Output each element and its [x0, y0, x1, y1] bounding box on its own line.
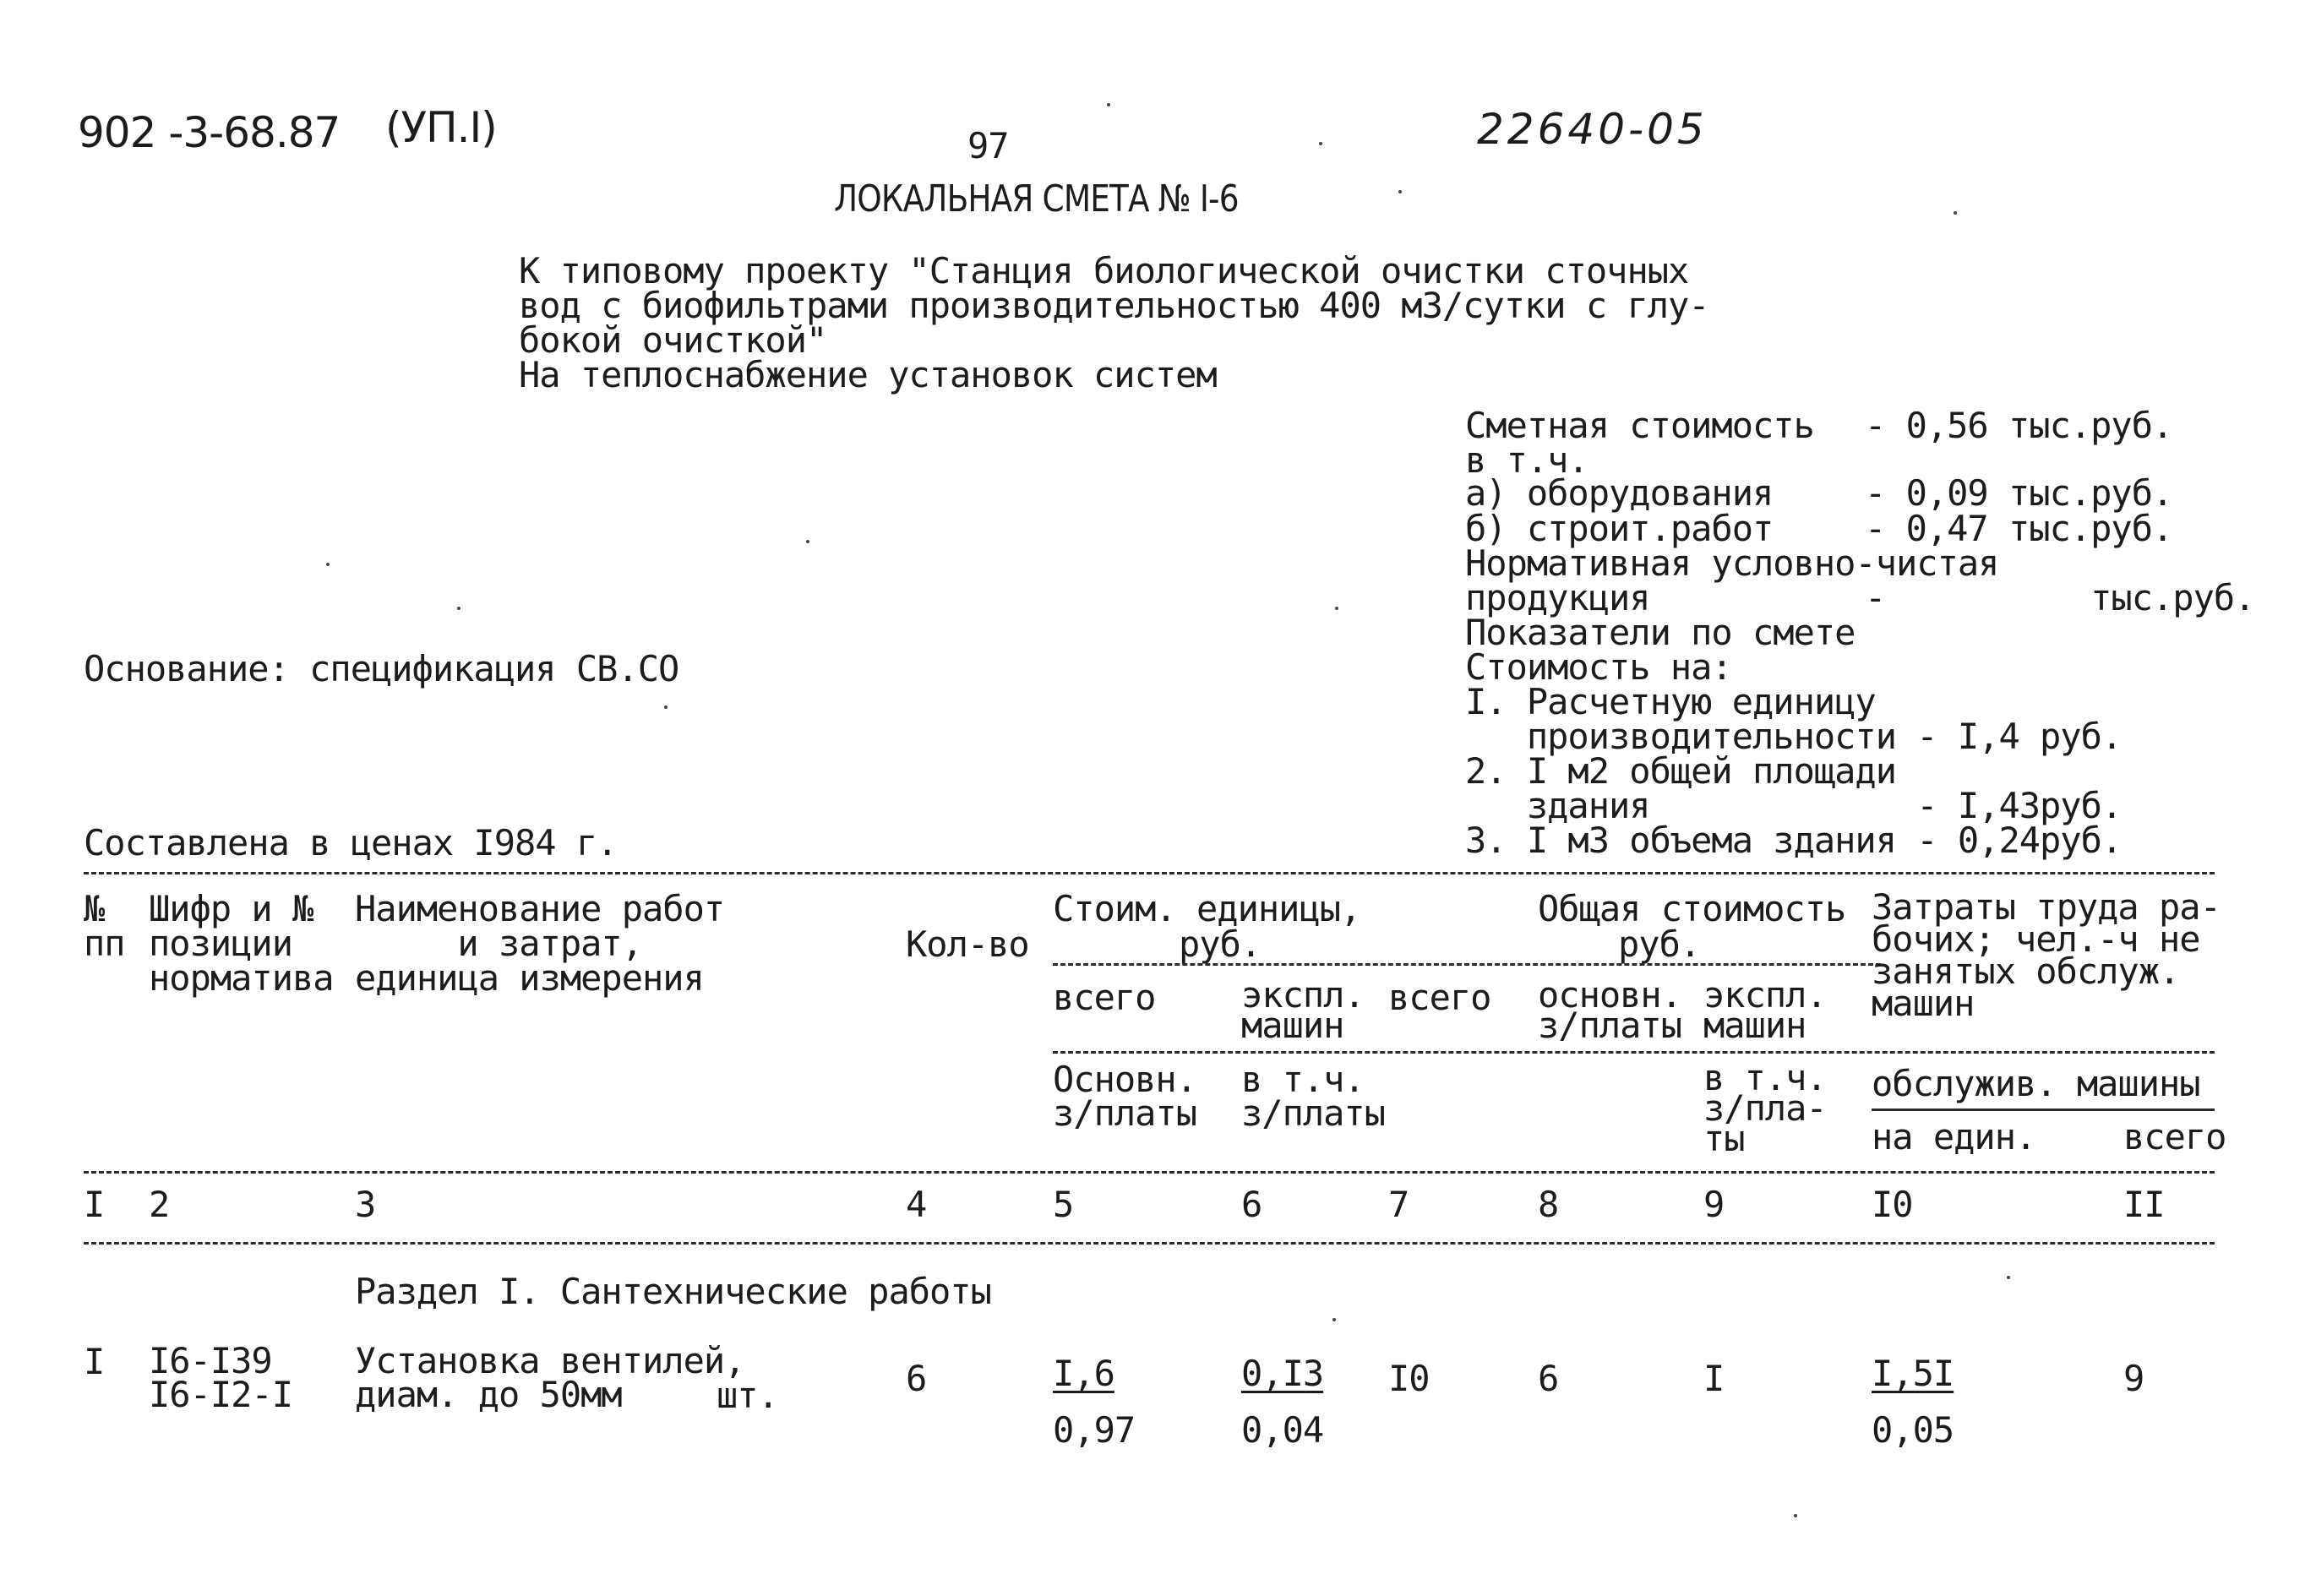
indicators-heading: Показатели по смете	[1465, 612, 1856, 653]
row-1-number: I	[84, 1341, 105, 1382]
header-labor: Затраты труда ра- бочих; чел.-ч не занятых обслуж. машин	[1872, 886, 2221, 1024]
scan-speck	[1107, 103, 1110, 106]
column-number-2: 2	[149, 1184, 170, 1225]
column-number-10: I0	[1872, 1184, 1913, 1225]
row-1-unit-cost-machines: 0,I3	[1241, 1353, 1324, 1394]
column-number-1: I	[84, 1184, 105, 1225]
row-1-total-machines: I	[1703, 1358, 1725, 1399]
header-total-cost-rub: руб.	[1618, 923, 1701, 965]
indicator-2-line-2: здания - I,43руб.	[1465, 785, 2123, 826]
header-col7-total: всего	[1388, 977, 1491, 1018]
scan-speck	[1398, 190, 1402, 193]
section-heading: Раздел I. Сантехнические работы	[355, 1271, 991, 1312]
row-1-labor-per-unit: I,5I	[1872, 1353, 1954, 1394]
header-mid-rule	[1053, 1051, 2215, 1054]
equipment-cost-value: - 0,09 тыс.руб.	[1865, 472, 2173, 514]
including-label: в т.ч.	[1465, 439, 1589, 481]
header-col9-machines: экспл. машин	[1703, 974, 1827, 1046]
basis-text: Основание: спецификация СВ.СО	[84, 648, 679, 689]
column-number-9: 9	[1703, 1184, 1725, 1225]
scan-speck	[2007, 1276, 2010, 1279]
header-col6-wages: в т.ч. з/платы	[1241, 1059, 1386, 1134]
header-code: Шифр и № позиции норматива	[149, 888, 334, 999]
project-code: 902 -3-68.87	[78, 108, 341, 157]
normative-products-sublabel: продукция	[1465, 577, 1650, 618]
header-quantity: Кол-во	[906, 923, 1029, 965]
project-line-1: К типовому проекту "Станция биологической очистки сточных	[519, 250, 1689, 291]
column-number-11: II	[2123, 1184, 2165, 1225]
normative-products-value: - тыс.руб.	[1865, 577, 2255, 618]
row-1-unit-cost-machine-wages: 0,04	[1241, 1409, 1324, 1451]
row-1-unit: шт.	[717, 1375, 778, 1416]
row-1-labor-total: 9	[2123, 1358, 2144, 1399]
page-number: 97	[967, 125, 1009, 166]
header-unit-cost: Стоим. единицы,	[1053, 888, 1361, 929]
header-col11-total: всего	[2123, 1116, 2226, 1158]
construction-cost-label: б) строит.работ	[1465, 508, 1774, 549]
column-number-rule	[84, 1242, 2215, 1245]
cost-on-label: Стоимость на:	[1465, 646, 1732, 688]
scan-speck	[457, 607, 460, 610]
scan-speck	[1332, 1318, 1336, 1321]
header-col10-per-unit: на един.	[1872, 1116, 2036, 1158]
scan-speck	[1794, 1514, 1797, 1517]
row-1-work-name: Установка вентилей, диам. до 50мм	[355, 1340, 745, 1415]
header-service-machines: обслужив. машины	[1872, 1063, 2200, 1104]
project-line-2: вод с биофильтрами производительностью 400 м3/сутки с глу-	[519, 285, 1709, 326]
volume-label: (УП.I)	[385, 103, 497, 152]
indicator-2-line-1: 2. I м2 общей площади	[1465, 750, 1897, 792]
service-underline	[1872, 1108, 2215, 1111]
indicator-3: 3. I м3 объема здания - 0,24руб.	[1465, 820, 2123, 861]
row-1-total-wages: 6	[1538, 1358, 1559, 1399]
column-number-3: 3	[355, 1184, 376, 1225]
column-number-6: 6	[1241, 1184, 1262, 1225]
header-col5-wages: Основн. з/платы	[1053, 1059, 1197, 1134]
scan-speck	[806, 540, 809, 543]
column-number-4: 4	[906, 1184, 927, 1225]
row-1-total-cost: I0	[1388, 1358, 1430, 1399]
estimated-cost-value: - 0,56 тыс.руб.	[1865, 405, 2173, 446]
equipment-cost-label: а) оборудования	[1465, 472, 1774, 514]
column-number-5: 5	[1053, 1184, 1074, 1225]
table-top-rule	[84, 872, 2215, 874]
header-col5-total: всего	[1053, 977, 1156, 1018]
page-title: ЛОКАЛЬНАЯ СМЕТА № I-6	[834, 177, 1239, 221]
row-1-unit-cost-wages: 0,97	[1053, 1409, 1136, 1451]
scan-speck	[326, 563, 330, 566]
row-1-code: I6-I39 I6-I2-I	[149, 1340, 293, 1415]
unit-cost-subrule	[1053, 963, 1881, 966]
indicator-1-line-1: I. Расчетную единицу	[1465, 681, 1876, 722]
project-line-4: На теплоснабжение установок систем	[519, 354, 1217, 395]
normative-products-label: Нормативная условно-чистая	[1465, 542, 1999, 584]
scan-speck	[1335, 607, 1338, 610]
column-number-7: 7	[1388, 1184, 1409, 1225]
header-work-name: Наименование работ и затрат, единица измерения	[355, 888, 725, 999]
scan-speck	[1319, 142, 1322, 145]
row-1-quantity: 6	[906, 1358, 927, 1399]
prices-text: Составлена в ценах I984 г.	[84, 822, 618, 863]
header-row-number: № пп	[84, 888, 125, 964]
header-total-cost: Общая стоимость	[1538, 888, 1846, 929]
column-number-8: 8	[1538, 1184, 1559, 1225]
scan-speck	[1954, 211, 1957, 215]
header-unit-cost-rub: руб.	[1179, 923, 1262, 965]
indicator-1-line-2: производительности - I,4 руб.	[1465, 716, 2123, 757]
project-line-3: бокой очисткой"	[519, 319, 827, 361]
header-col6-machines: экспл. машин	[1241, 974, 1365, 1046]
construction-cost-value: - 0,47 тыс.руб.	[1865, 508, 2173, 549]
document-number: 22640-05	[1477, 105, 1708, 154]
header-col8-wages: основн. з/платы	[1538, 974, 1682, 1046]
header-col9-wages: в т.ч. з/пла- ты	[1703, 1057, 1827, 1159]
row-1-unit-cost-total: I,6	[1053, 1353, 1114, 1394]
header-bottom-rule	[84, 1171, 2215, 1174]
scan-speck	[664, 705, 668, 709]
estimated-cost-label: Сметная стоимость	[1465, 405, 1814, 446]
row-1-labor-service-per-unit: 0,05	[1872, 1409, 1954, 1451]
